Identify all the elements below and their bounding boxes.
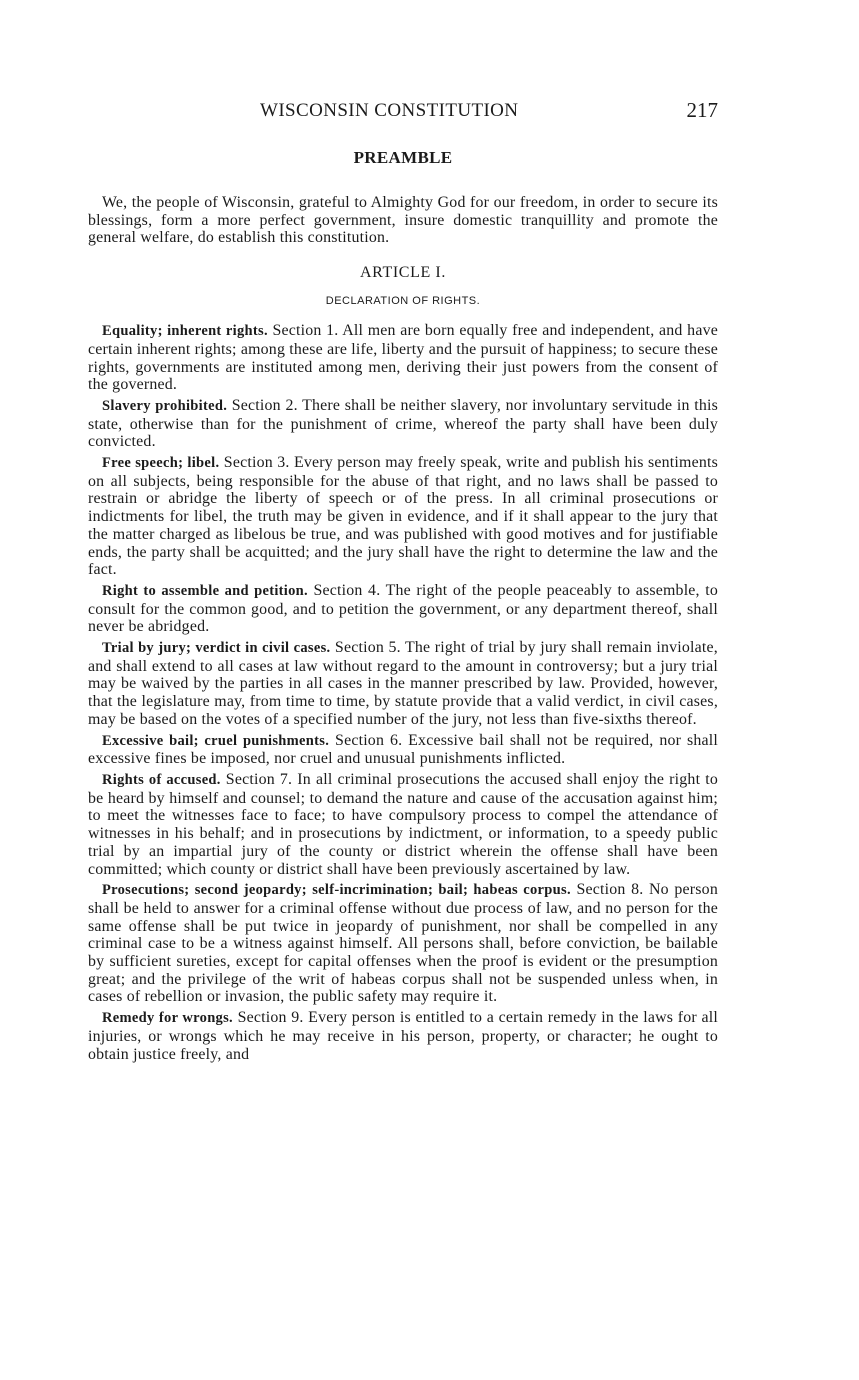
section-9: [88, 1009, 718, 1063]
section-body: Section 1. All men are born equally free and independent, and have certain inherent rights; among these are life, liberty and the pursuit of happiness; to secure these rights, governments are instituted among men, deriving their just powers from the consent of the governed.: [88, 322, 718, 394]
section-body: Section 6. Excessive bail shall not be required, nor shall excessive fines be imposed, nor cruel and unusual punishments inflicted.: [88, 731, 718, 768]
section-2: [88, 397, 718, 451]
section-1: [88, 322, 718, 394]
section-6: [88, 732, 718, 768]
section-catchline: Excessive bail; cruel punishments.: [102, 732, 330, 749]
section-body: Section 3. Every person may freely speak, write and publish his sentiments on all subjects, being responsible for the abuse of that right, and no laws shall be passed to restrain or abridge the liberty of speech or of the press. In all criminal prosecutions or indictments for libel, the truth may be given in evidence, and if it shall appear to the jury that the matter charged as libelous be true, and was published with good motives and for justifiable ends, the party shall be acquitted; and the jury shall have the right to determine the law and the fact.: [88, 454, 718, 579]
section-catchline: Right to assemble and petition.: [102, 582, 308, 599]
section-body: Section 8. No person shall be held to answer for a criminal offense without due process of law, and no person for the same offense shall be put twice in jeopardy of punishment, nor shall be compelled in any criminal case to be a witness against himself. All persons shall, before conviction, be bailable by sufficient sureties, except for capital offenses when the proof is evident or the presumption great; and the privilege of the writ of habeas corpus shall not be suspended unless when, in cases of rebellion or invasion, the public safety may require it.: [88, 881, 718, 1006]
section-catchline: Remedy for wrongs.: [102, 1010, 233, 1027]
article-title: ARTICLE I.: [360, 264, 446, 282]
section-body: Section 9. Every person is entitled to a certain remedy in the laws for all injuries, or wrongs which he may receive in his person, property, or character; he ought to obtain justice freely, and: [88, 1009, 718, 1063]
section-catchline: Free speech; libel.: [102, 455, 220, 472]
section-catchline: Slavery prohibited.: [102, 397, 228, 414]
document-page: [88, 96, 718, 1063]
section-body: Section 4. The right of the people peaceably to assemble, to consult for the common good, and to petition the government, or any department thereof, shall never be abridged.: [88, 581, 718, 636]
section-body: Section 2. There shall be neither slavery, nor involuntary servitude in this state, otherwise than for the punishment of crime, whereof the party shall have been duly convicted.: [88, 396, 718, 451]
preamble-text: We, the people of Wisconsin, grateful to Almighty God for our freedom, in order to secure its blessings, form a more perfect government, insure domestic tranquillity and promote the general welfare, do establish this constitution.: [88, 194, 718, 247]
section-8: [88, 881, 718, 1006]
section-catchline: Equality; inherent rights.: [102, 323, 268, 340]
running-title: WISCONSIN CONSTITUTION: [260, 100, 519, 121]
section-catchline: Rights of accused.: [102, 771, 221, 788]
article-subtitle: DECLARATION OF RIGHTS.: [325, 295, 481, 308]
preamble-heading: PREAMBLE: [353, 148, 453, 167]
running-header: [88, 96, 718, 126]
section-4: [88, 582, 718, 636]
section-body: Section 5. The right of trial by jury shall remain inviolate, and shall extend to all cases at law without regard to the amount in controversy; but a jury trial may be waived by the parties in all cases in the manner prescribed by law. Provided, however, that the legislature may, from time to time, by statute provide that a valid verdict, in civil cases, may be based on the votes of a specified number of the jury, not less than five-sixths thereof.: [88, 639, 718, 728]
page-number: 217: [686, 98, 718, 122]
section-body: Section 7. In all criminal prosecutions the accused shall enjoy the right to be heard by himself and counsel; to demand the nature and cause of the accusation against him; to meet the witnesses face to face; to have compulsory process to compel the attendance of witnesses in his behalf; and in prosecutions by indictment, or information, to a speedy public trial by an impartial jury of the county or district wherein the offense shall have been committed; which county or district shall have been previously ascertained by law.: [88, 770, 718, 878]
section-catchline: Prosecutions; second jeopardy; self-incrimination; bail; habeas corpus.: [102, 882, 571, 899]
section-3: [88, 454, 718, 579]
section-catchline: Trial by jury; verdict in civil cases.: [102, 640, 331, 657]
section-7: [88, 771, 718, 878]
section-5: [88, 639, 718, 729]
